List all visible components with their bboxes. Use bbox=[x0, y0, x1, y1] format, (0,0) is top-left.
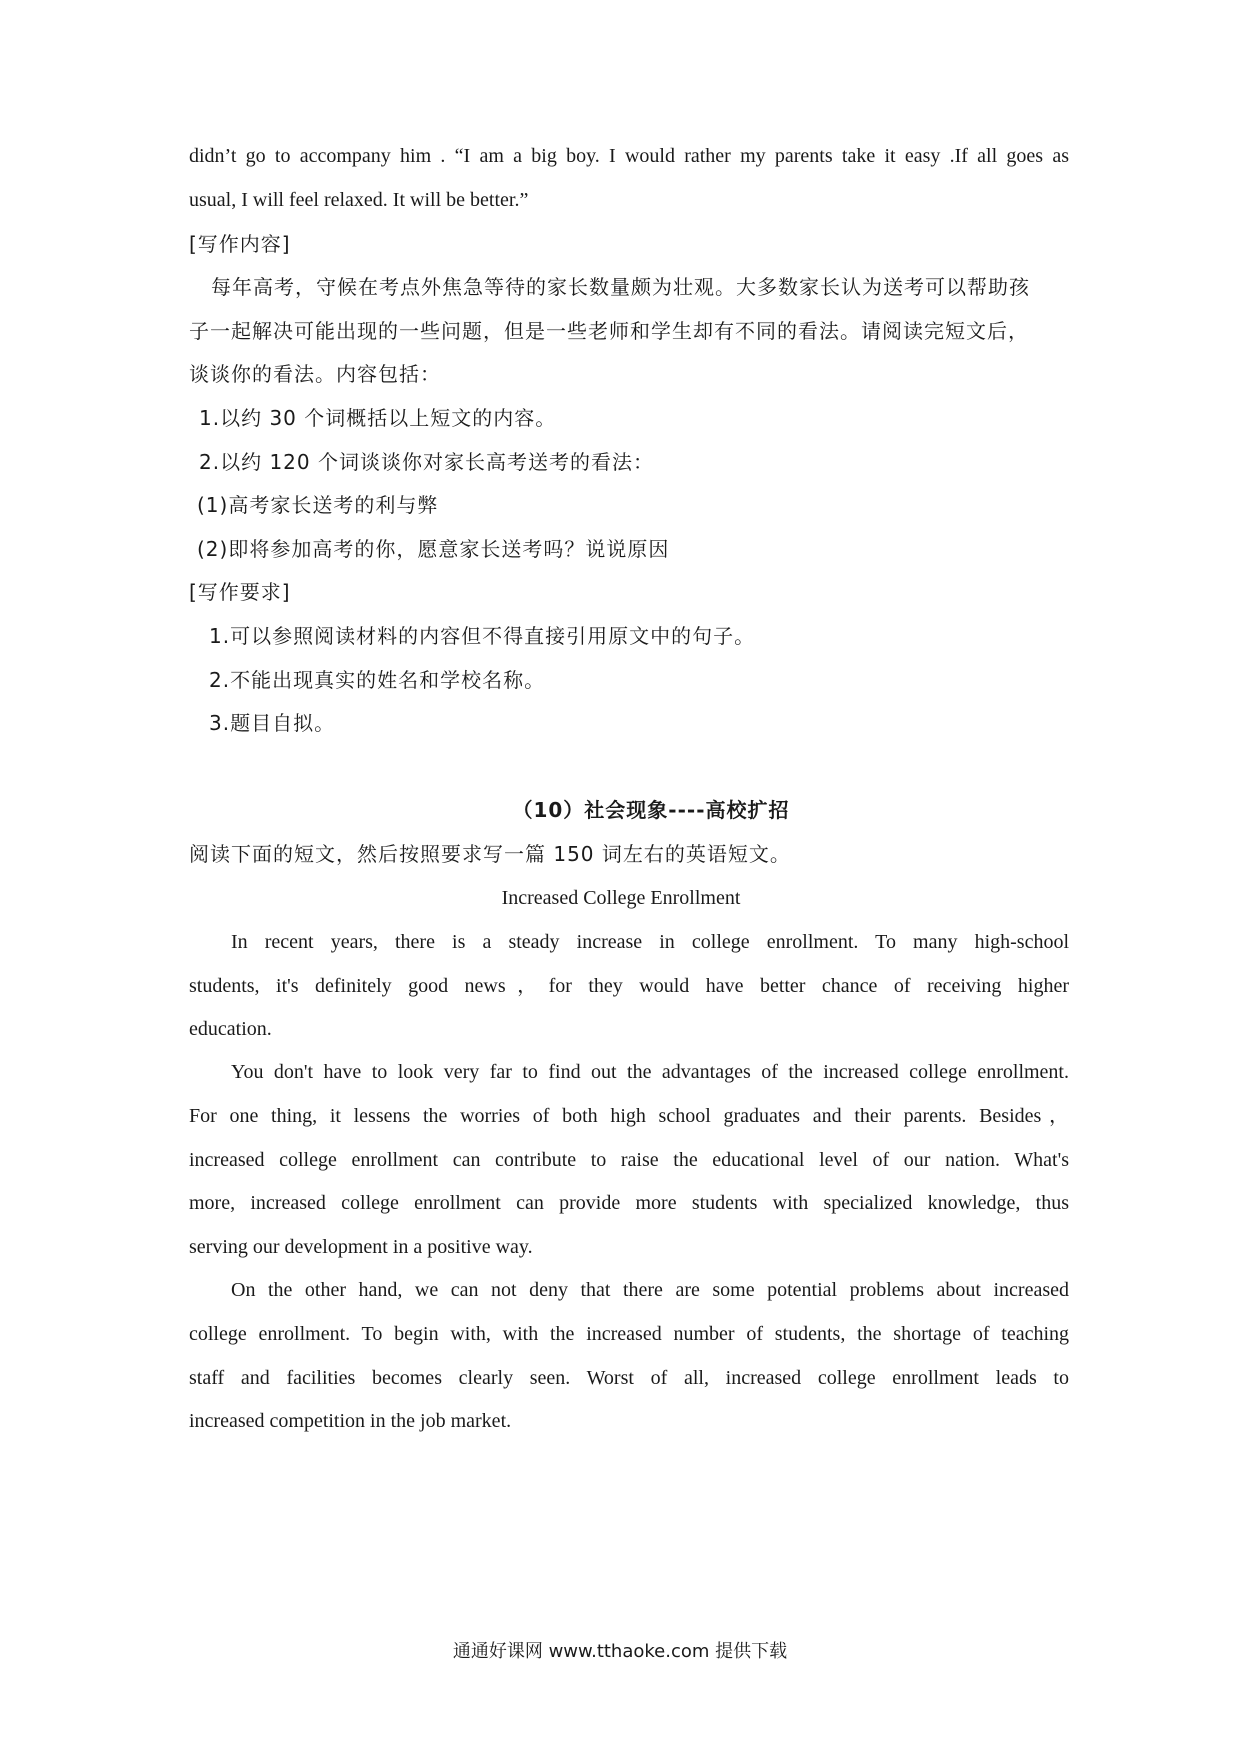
content-sub-item: (2)即将参加高考的你，愿意家长送考吗？说说原因 bbox=[197, 537, 670, 561]
article-line: serving our development in a positive way. bbox=[189, 1236, 533, 1258]
passage-line: usual, I will feel relaxed. It will be better.” bbox=[189, 189, 529, 211]
requirement-item: 2.不能出现真实的姓名和学校名称。 bbox=[209, 668, 546, 692]
article-line: more, increased college enrollment can provide more students with specialized knowledge, thus bbox=[189, 1192, 1069, 1214]
content-paragraph-line: 子一起解决可能出现的一些问题，但是一些老师和学生却有不同的看法。请阅读完短文后， bbox=[189, 319, 1029, 343]
article-line: staff and facilities becomes clearly seen. Worst of all, increased college enrollment leads to bbox=[189, 1367, 1069, 1389]
article-title: Increased College Enrollment bbox=[501, 887, 741, 909]
article-line: You don't have to look very far to find out the advantages of the increased college enrollment. bbox=[231, 1061, 1069, 1083]
requirement-item: 1.可以参照阅读材料的内容但不得直接引用原文中的句子。 bbox=[209, 624, 756, 648]
writing-content-heading: [写作内容] bbox=[189, 232, 291, 256]
article-line: For one thing, it lessens the worries of both high school graduates and their parents. Besides， bbox=[189, 1105, 1069, 1127]
writing-requirements-heading: [写作要求] bbox=[189, 580, 291, 604]
article-line: college enrollment. To begin with, with the increased number of students, the shortage of teaching bbox=[189, 1323, 1069, 1345]
section-instruction: 阅读下面的短文，然后按照要求写一篇 150 词左右的英语短文。 bbox=[189, 842, 791, 866]
passage-line: didn’t go to accompany him . “I am a big boy. I would rather my parents take it easy .If all goes as bbox=[189, 145, 1069, 167]
content-paragraph-line: 每年高考，守候在考点外焦急等待的家长数量颇为壮观。大多数家长认为送考可以帮助孩 bbox=[211, 275, 1030, 299]
article-line: education. bbox=[189, 1018, 272, 1040]
article-line: In recent years, there is a steady increase in college enrollment. To many high-school bbox=[231, 931, 1069, 953]
section-title: （10）社会现象----高校扩招 bbox=[512, 798, 790, 822]
article-line: students, it's definitely good news，for they would have better chance of receiving higher bbox=[189, 975, 1069, 997]
content-paragraph-line: 谈谈你的看法。内容包括： bbox=[189, 362, 441, 386]
article-line: increased college enrollment can contribute to raise the educational level of our nation. What's bbox=[189, 1149, 1069, 1171]
content-list-item: 1.以约 30 个词概括以上短文的内容。 bbox=[199, 406, 557, 430]
content-sub-item: (1)高考家长送考的利与弊 bbox=[197, 493, 439, 517]
article-line: increased competition in the job market. bbox=[189, 1410, 512, 1432]
requirement-item: 3.题目自拟。 bbox=[209, 711, 336, 735]
article-line: On the other hand, we can not deny that there are some potential problems about increased bbox=[231, 1279, 1069, 1301]
content-list-item: 2.以约 120 个词谈谈你对家长高考送考的看法： bbox=[199, 450, 654, 474]
page-footer: 通通好课网 www.tthaoke.com 提供下载 bbox=[452, 1641, 788, 1662]
